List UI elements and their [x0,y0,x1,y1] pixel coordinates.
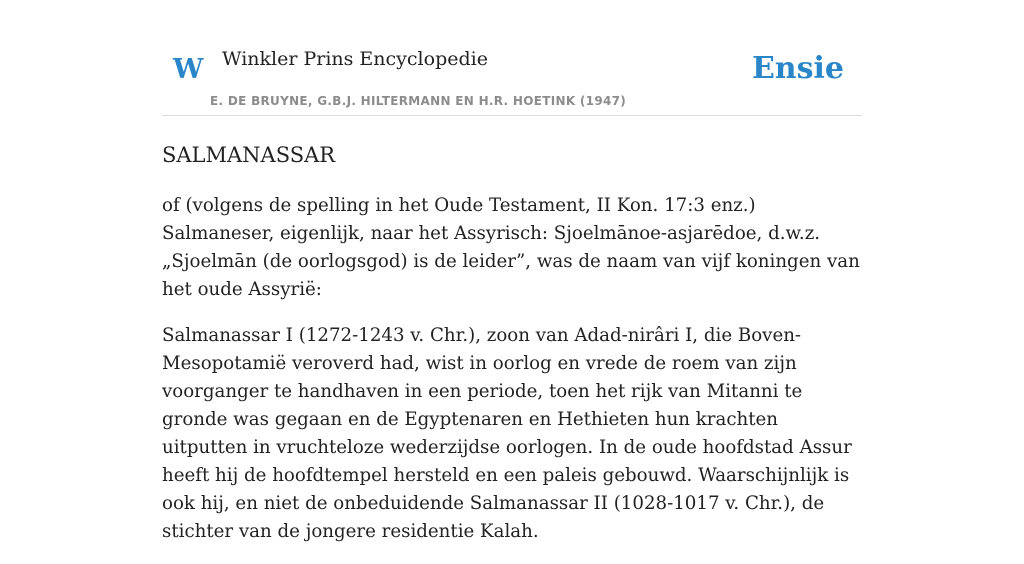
article-headword: SALMANASSAR [162,143,336,167]
ensie-logo[interactable]: Ensie [751,51,844,86]
article-body [162,192,862,564]
article-paragraph: of (volgens de spelling in het Oude Testament, II Kon. 17:3 enz.) Salmaneser, eigenlijk, naar het Assyrisch: Sjoelmānoe-asjarēdoe, d.w.z. „Sjoelmān (de oorlogsgod) is de leider”, was de naam van vijf koningen van het oude Assyrië: [162,195,860,300]
publication-authors: E. DE BRUYNE, G.B.J. HILTERMANN EN H.R. HOETINK (1947) [210,94,627,108]
article-paragraph: Salmanassar I (1272-1243 v. Chr.), zoon van Adad-nirâri I, die Boven-Mesopotamië veroverd had, wist in oorlog en vrede de roem van zijn voorganger te handhaven in een periode, toen het rijk van Mitanni te gronde was gegaan en de Egyptenaren en Hethieten hun krachten uitputten in vruchteloze wederzijdse oorlogen. In de oude hoofdstad Assur heeft hij de hoofdtempel hersteld en een paleis gebouwd. Waarschijnlijk is ook hij, en niet de onbeduidende Salmanassar II (1028-1017 v. Chr.), de stichter van de jongere residentie Kalah. [162,325,852,542]
publication-logo-icon[interactable]: W [173,54,204,85]
header-divider [162,115,862,116]
publication-title[interactable]: Winkler Prins Encyclopedie [222,48,488,70]
